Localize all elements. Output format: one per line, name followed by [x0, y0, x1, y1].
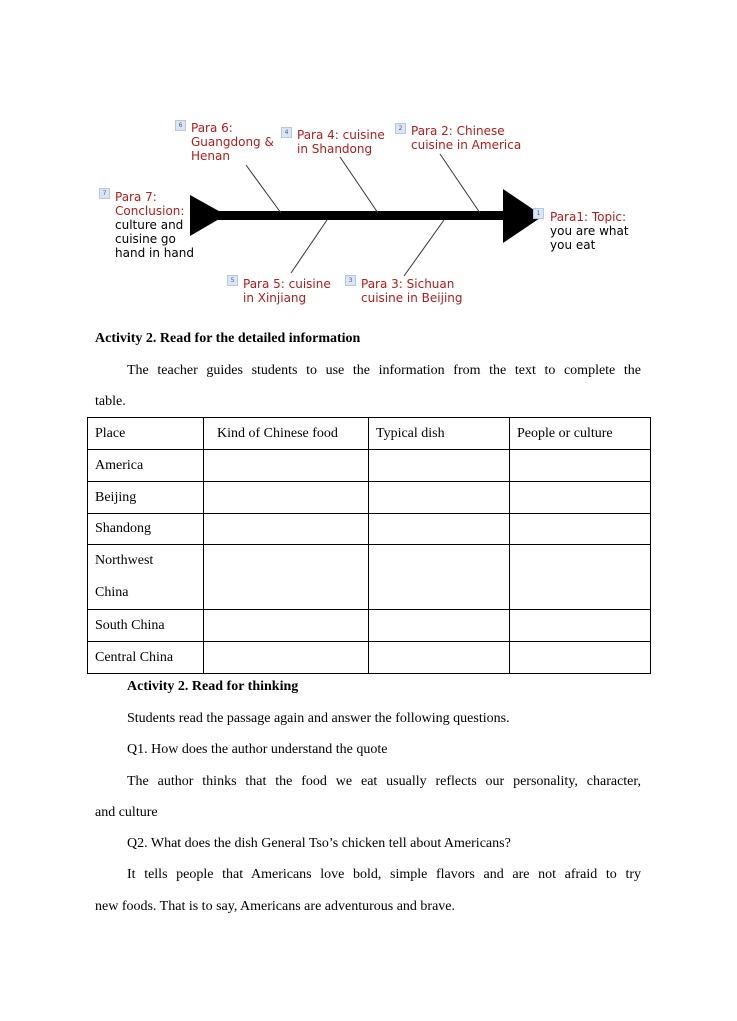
para5-line: in Xinjiang	[243, 291, 307, 305]
activity-detailed-intro-line1: The teacher guides students to use the information from the text to complete the	[127, 363, 641, 378]
para1-line: Para1: Topic:	[550, 210, 627, 224]
table-cell[interactable]	[510, 545, 651, 610]
para6-badge: 6	[175, 120, 186, 131]
info-table	[87, 417, 651, 674]
table-cell[interactable]	[369, 642, 510, 674]
row-place: South China	[88, 610, 204, 642]
table-cell[interactable]	[510, 642, 651, 674]
table-cell[interactable]	[369, 450, 510, 482]
table-cell[interactable]	[204, 642, 369, 674]
activity-thinking-heading: Activity 2. Read for thinking	[127, 679, 299, 694]
header-dish: Typical dish	[369, 418, 510, 450]
table-cell[interactable]	[369, 610, 510, 642]
table-cell[interactable]	[369, 545, 510, 610]
row-place-line: China	[95, 585, 129, 600]
para5-label	[243, 277, 331, 305]
para1-line: you eat	[550, 238, 596, 252]
bone-para3	[404, 220, 444, 276]
row-place-line: Northwest	[95, 553, 154, 568]
table-row	[88, 545, 651, 610]
table-cell[interactable]	[204, 450, 369, 482]
table-row	[88, 642, 651, 674]
para6-label	[191, 121, 274, 163]
answer-1-line1: The author thinks that the food we eat usually reflects our personality, character,	[127, 774, 641, 789]
header-kind: Kind of Chinese food	[204, 418, 369, 450]
table-header-row	[88, 418, 651, 450]
para6-line: Henan	[191, 149, 230, 163]
para3-line: Para 3: Sichuan	[361, 277, 455, 291]
header-place: Place	[88, 418, 204, 450]
activity-thinking-instruction: Students read the passage again and answer the following questions.	[127, 711, 510, 726]
row-place	[88, 545, 204, 610]
table-cell[interactable]	[204, 514, 369, 545]
para1-badge: 1	[533, 208, 544, 219]
header-people: People or culture	[510, 418, 651, 450]
answer-2-line2: new foods. That is to say, Americans are adventurous and brave.	[95, 899, 456, 914]
para5-badge: 5	[227, 275, 238, 286]
row-place: Shandong	[88, 514, 204, 545]
bone-para4	[340, 157, 378, 213]
para3-label	[361, 277, 463, 305]
table-cell[interactable]	[510, 482, 651, 514]
para4-line: Para 4: cuisine	[297, 128, 385, 142]
para1-line: you are what	[550, 224, 629, 238]
table-row	[88, 482, 651, 514]
para4-label	[297, 128, 385, 156]
para7-line: cuisine go	[115, 232, 176, 246]
para1-label	[550, 210, 629, 252]
row-place: Central China	[88, 642, 204, 674]
answer-2-line1: It tells people that Americans love bold, simple flavors and are not afraid to try	[127, 867, 641, 882]
table-cell[interactable]	[369, 514, 510, 545]
table-cell[interactable]	[510, 514, 651, 545]
para6-line: Para 6:	[191, 121, 233, 135]
para7-line: culture and	[115, 218, 184, 232]
para7-label	[115, 190, 194, 260]
table-row	[88, 450, 651, 482]
para2-badge: 2	[395, 123, 406, 134]
fishbone-tail	[190, 195, 226, 236]
para4-badge: 4	[281, 127, 292, 138]
para2-label	[411, 124, 521, 152]
para2-line: Para 2: Chinese	[411, 124, 505, 138]
fishbone-graphic	[0, 0, 737, 320]
bone-para6	[246, 165, 281, 213]
para7-line: Conclusion:	[115, 204, 185, 218]
table-cell[interactable]	[204, 482, 369, 514]
answer-1-line2: and culture	[95, 805, 158, 820]
table-cell[interactable]	[369, 482, 510, 514]
para7-line: Para 7:	[115, 190, 157, 204]
activity-detailed-intro-line2: table.	[95, 394, 126, 409]
para3-line: cuisine in Beijing	[361, 291, 463, 305]
para3-badge: 3	[345, 275, 356, 286]
para7-line: hand in hand	[115, 246, 194, 260]
para7-badge: 7	[99, 188, 110, 199]
table-cell[interactable]	[204, 610, 369, 642]
table-cell[interactable]	[204, 545, 369, 610]
para6-line: Guangdong &	[191, 135, 274, 149]
row-place: Beijing	[88, 482, 204, 514]
table-row	[88, 514, 651, 545]
bone-para5	[291, 220, 327, 273]
para4-line: in Shandong	[297, 142, 373, 156]
table-cell[interactable]	[510, 450, 651, 482]
para2-line: cuisine in America	[411, 138, 522, 152]
fishbone-spine	[208, 211, 508, 220]
question-1: Q1. How does the author understand the quote	[127, 742, 388, 757]
question-2: Q2. What does the dish General Tso’s chicken tell about Americans?	[127, 836, 511, 851]
activity-detailed-heading: Activity 2. Read for the detailed information	[95, 331, 361, 346]
row-place: America	[88, 450, 204, 482]
bone-para2	[440, 154, 480, 213]
table-cell[interactable]	[510, 610, 651, 642]
para5-line: Para 5: cuisine	[243, 277, 331, 291]
table-row	[88, 610, 651, 642]
